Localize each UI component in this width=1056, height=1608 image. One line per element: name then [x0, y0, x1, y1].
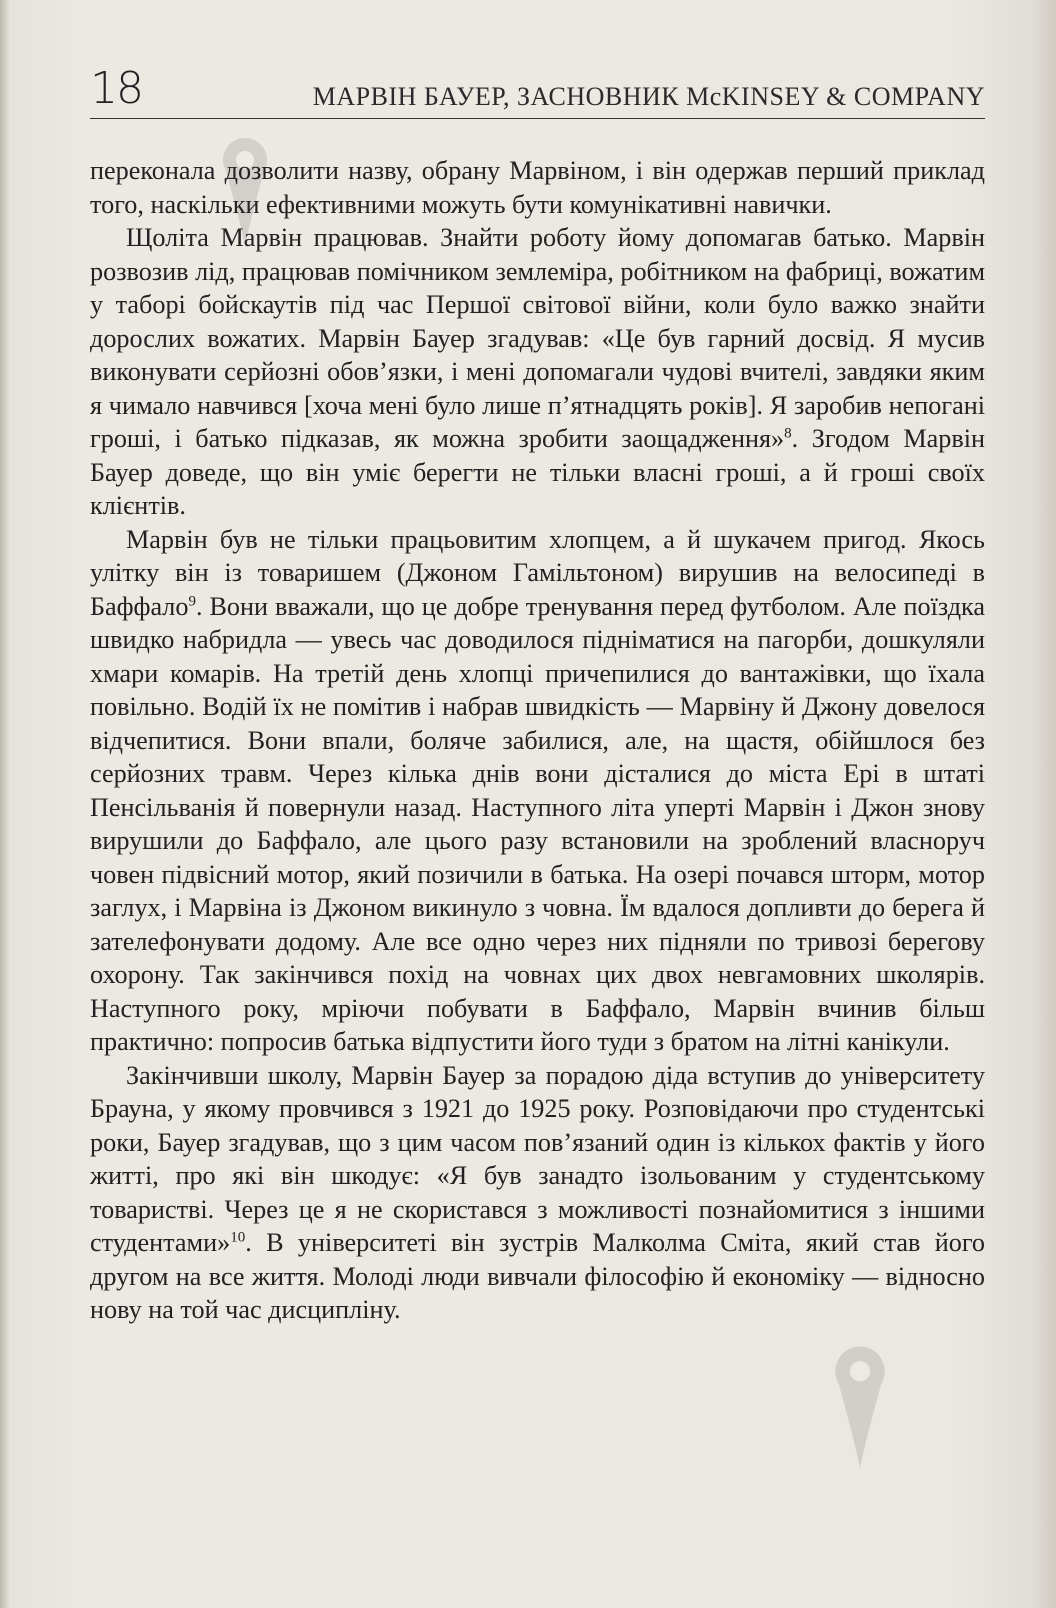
running-title: МАРВІН БАУЕР, ЗАСНОВНИК McKINSEY & COMPANY	[312, 82, 985, 111]
paragraph-text: Закінчивши школу, Марвін Бауер за порадою діда вступив до університету Брауна, у якому провчився з 1921 до 1925 року. Розповідаючи про студентські роки, Бауер згадував, що з цим часом пов’язаний один із кількох фактів у його житті, про які він шкодує: «Я був занадто ізольованим у студентському товаристві. Через це я не скористався з можливості познайомитися з іншими студентами»	[90, 1060, 985, 1257]
paragraph	[90, 1059, 985, 1327]
paragraph-text: Марвін був не тільки працьовитим хлопцем, а й шукачем пригод. Якось улітку він із товаришем (Джоном Гамільтоном) вирушив на велосипеді в Баффало	[90, 524, 985, 621]
footnote-ref: 9	[188, 592, 196, 609]
paragraph	[90, 221, 985, 523]
paragraph-text: Щоліта Марвін працював. Знайти роботу йому допомагав батько. Марвін розвозив лід, працював помічником землеміра, робітником на фабриці, вожатим у таборі бойскаутів під час Першої світової війни, коли було важко знайти дорослих вожатих. Марвін Бауер згадував: «Це був гарний досвід. Я мусив виконувати серйозні обов’язки, і мені допомагали чудові вчителі, завдяки яким я чимало навчився [хоча мені було лише п’ятнадцять років]. Я заробив непогані гроші, і батько підказав, як можна зробити заощадження»	[90, 223, 986, 453]
paragraph	[90, 154, 985, 221]
footnote-ref: 10	[230, 1229, 246, 1246]
page-number: 18	[90, 63, 142, 114]
page-header	[90, 60, 985, 119]
page-edge-shadow	[1034, 0, 1056, 1608]
paragraph-text: . В університеті він зустрів Малколма Сміта, який став його другом на все життя. Молоді люди вивчали філософію й економіку — відносно нову на той час дисципліну.	[90, 1228, 985, 1324]
paragraph-text: . Згодом Марвін Бауер доведе, що він уміє берегти не тільки власні гроші, а й гроші своїх клієнтів.	[90, 424, 985, 520]
paragraph-text: . Вони вважали, що це добре тренування перед футболом. Але поїздка швидко набридла — увесь час доводилося підніматися на пагорби, дошкуляли хмари комарів. На третій день хлопці причепилися до вантажівки, що їхала повільно. Водій їх не помітив і набрав швидкість — Марвіну й Джону довелося відчепитися. Вони впали, боляче забилися, але, на щастя, обійшлося без серйозних травм. Через кілька днів вони дісталися до міста Ері в штаті Пенсільванія й повернули назад. Наступного літа уперті Марвін і Джон знову вирушили до Баффало, але цього разу встановили на зроблений власноруч човен підвісний мотор, який позичили в батька. На озері почався шторм, мотор заглух, і Марвіна із Джоном викинуло з човна. Їм вдалося допливти до берега й зателефонувати додому. Але все одно через них підняли по тривозі берегову охорону. Так закінчився похід на човнах цих двох невгамовних школярів. Наступного року, мріючи побувати в Баффало, Марвін вчинив більш практично: попросив батька відпустити його туди з братом на літні канікули.	[90, 591, 985, 1056]
page-edge-shadow	[0, 0, 10, 1608]
body-text	[90, 154, 985, 1327]
watermark-icon	[815, 1335, 905, 1475]
paragraph-text: переконала дозволити назву, обрану Марвіном, і він одержав перший приклад того, наскільки ефективними можуть бути комунікативні навички.	[90, 156, 985, 219]
footnote-ref: 8	[784, 425, 792, 442]
paragraph	[90, 523, 985, 1059]
